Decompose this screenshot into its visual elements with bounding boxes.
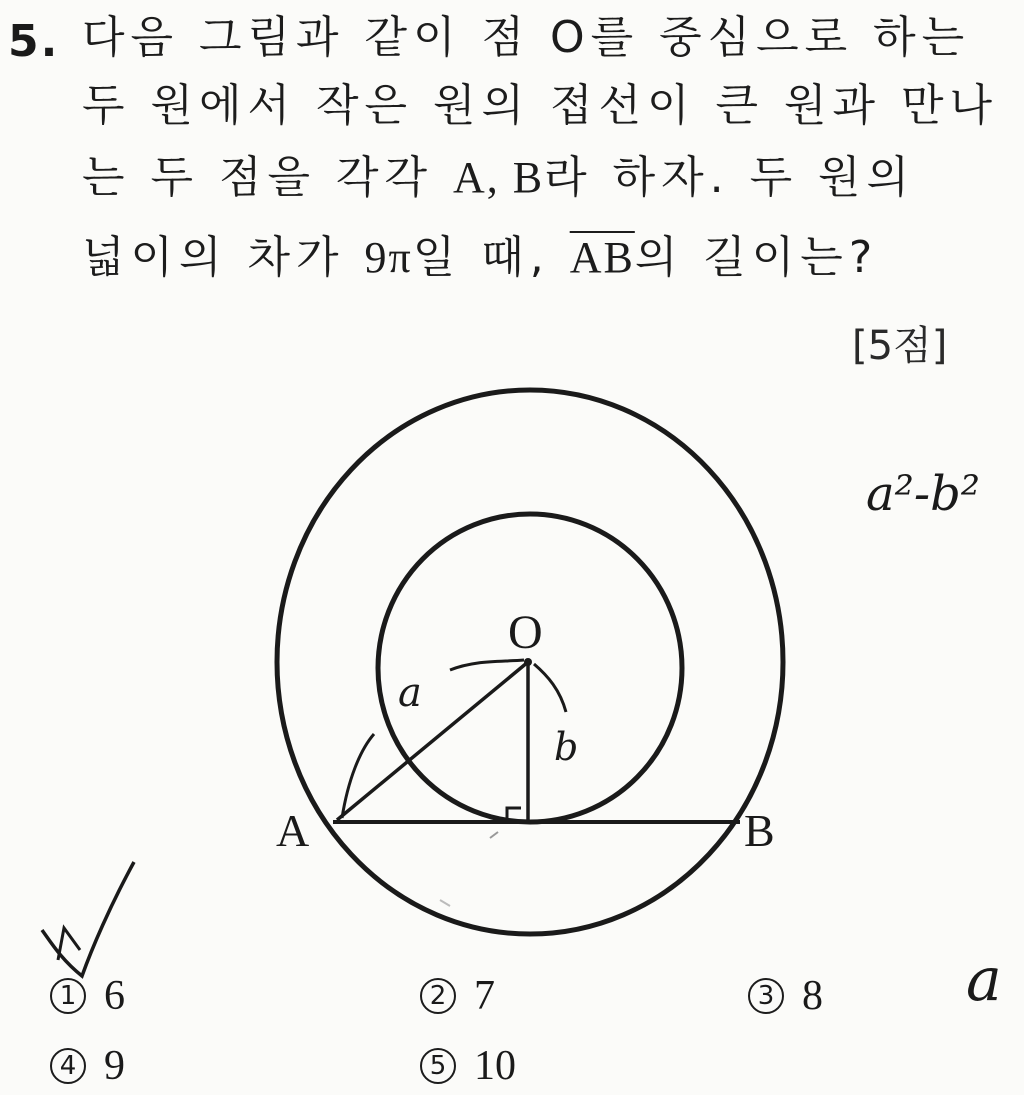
label-a: A <box>276 805 310 856</box>
question-number: 5. <box>8 16 60 67</box>
score-label: [5점] <box>852 323 948 369</box>
question-line-4-text-c: 의 길이는? <box>634 232 879 283</box>
segment-ab: $\overline{AB}$ <box>569 233 635 282</box>
margin-note-bottom: a <box>966 945 1002 1015</box>
choice-1-marker: 1 <box>50 978 86 1014</box>
point-names: A, B <box>452 153 545 202</box>
hand-label-a: a <box>398 670 422 716</box>
choice-3-value: 8 <box>802 973 823 1019</box>
choice-2[interactable] <box>420 972 495 1020</box>
margin-note-top: a²-b² <box>866 466 981 522</box>
label-b: B <box>744 805 775 856</box>
question-line-3-text-a: 는 두 점을 각각 <box>82 152 453 203</box>
choice-4[interactable] <box>50 1042 125 1090</box>
hand-arc-a <box>342 734 374 818</box>
segment-oa <box>337 662 528 820</box>
choice-5-marker: 5 <box>420 1048 456 1084</box>
center-point <box>524 658 532 666</box>
hand-stroke-b <box>534 664 566 712</box>
label-o: O <box>508 606 543 659</box>
hand-label-b: b <box>554 725 579 769</box>
choice-5[interactable] <box>420 1042 516 1090</box>
choice-3-marker: 3 <box>748 978 784 1014</box>
small-circle <box>378 514 682 822</box>
choice-4-value: 9 <box>104 1043 125 1089</box>
choice-1[interactable] <box>50 972 125 1020</box>
question-line-3-text-b: 라 하자. 두 원의 <box>544 152 916 203</box>
hand-stroke-a <box>450 660 524 670</box>
area-difference: 9π <box>364 233 413 282</box>
choice-5-value: 10 <box>474 1043 516 1089</box>
question-line-4-text-b: 일 때, <box>412 232 570 283</box>
scan-speck <box>490 832 498 838</box>
scan-speck <box>440 900 450 906</box>
question-line-4-text-a: 넓이의 차가 <box>82 232 365 283</box>
choice-1-value: 6 <box>104 973 125 1019</box>
choice-2-value: 7 <box>474 973 495 1019</box>
question-line-1: 다음 그림과 같이 점 O를 중심으로 하는 <box>82 12 971 63</box>
choice-2-marker: 2 <box>420 978 456 1014</box>
choice-3[interactable] <box>748 972 823 1020</box>
choice-4-marker: 4 <box>50 1048 86 1084</box>
check-mark-icon <box>42 862 134 976</box>
question-line-2: 두 원에서 작은 원의 접선이 큰 원과 만나 <box>82 80 998 131</box>
